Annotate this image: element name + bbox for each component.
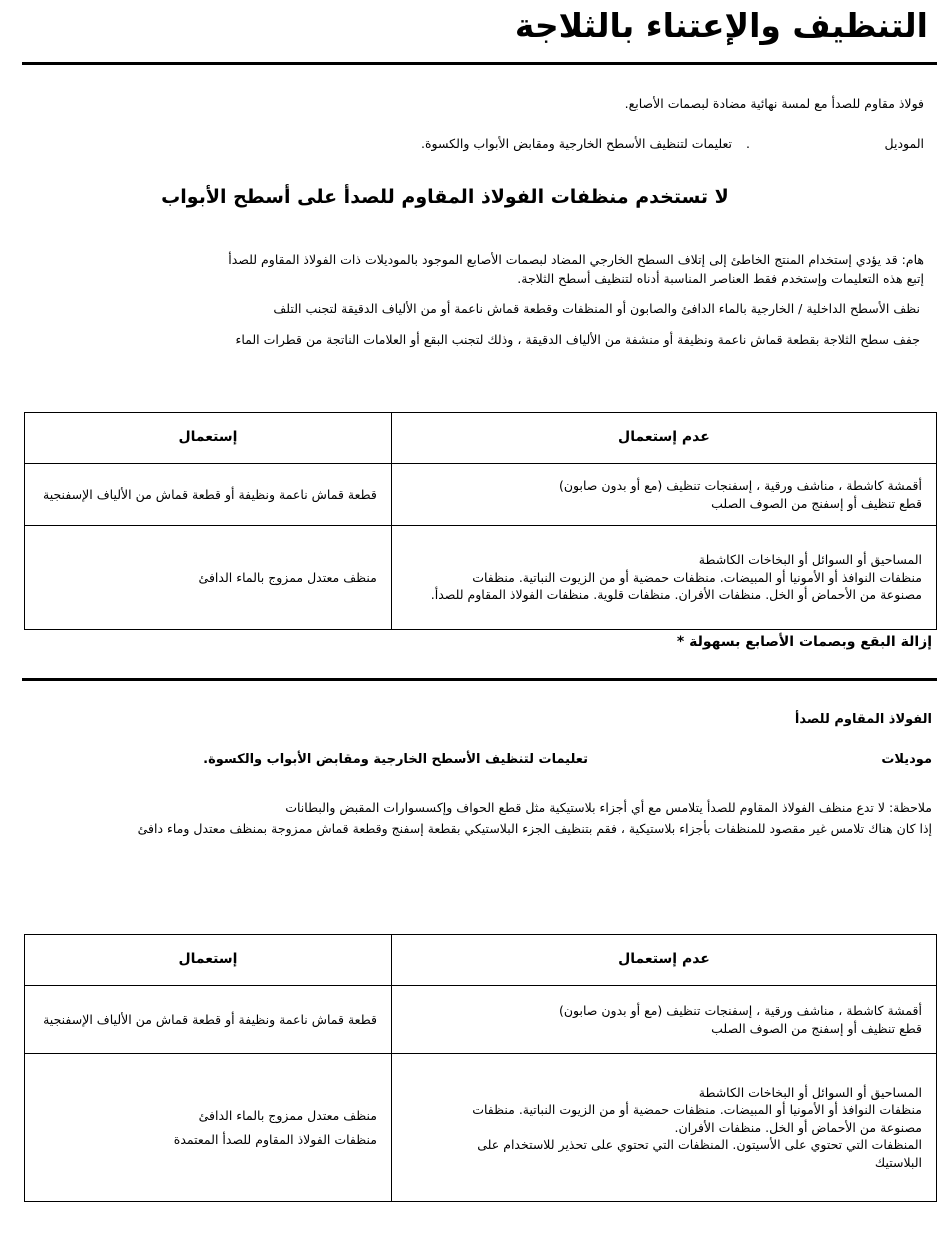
page-title: التنظيف والإعتناء بالثلاجة <box>514 6 928 45</box>
section-divider <box>22 678 937 681</box>
model-dot: . <box>746 136 750 151</box>
cell-line: قطع تنظيف أو إسفنج من الصوف الصلب <box>711 495 922 511</box>
cell-line: مصنوعة من الأحماض أو الخل. منظفات الأفران. <box>674 1119 922 1135</box>
important-line-2: إتبع هذه التعليمات وإستخدم فقط العناصر المناسبة أدناه لتنظيف أسطح الثلاجة. <box>517 271 924 286</box>
important-line-1: هام: قد يؤدي إستخدام المنتج الخاطئ إلى إتلاف السطح الخارجي المضاد لبصمات الأصابع الموجود بالموديلات ذات الفولاذ المقاوم للصدأ <box>228 252 924 267</box>
use-cell <box>25 1054 392 1202</box>
model-instructions: تعليمات لتنظيف الأسطح الخارجية ومقابض الأبواب والكسوة. <box>421 136 732 151</box>
usage-table-1 <box>24 412 937 630</box>
table-row <box>25 1054 937 1202</box>
table-header-row <box>25 935 937 986</box>
use-cell <box>25 986 392 1054</box>
table-header-row <box>25 413 937 464</box>
table-row <box>25 526 937 630</box>
warning-text: لا تستخدم منظفات الفولاذ المقاوم للصدأ على أسطح الأبواب <box>161 186 729 208</box>
cell-line: منظف معتدل ممزوج بالماء الدافئ <box>198 1108 377 1123</box>
footnote: إزالة البقع وبصمات الأصابع بسهولة * <box>676 634 932 650</box>
note-line-2: إذا كان هناك تلامس غير مقصود للمنظفات بأجزاء بلاستيكية ، فقم بتنظيف الجزء البلاستيكي بقطعة إسفنج وقطعة قماش ممزوجة بمنظف معتدل وماء دافئ <box>137 821 932 836</box>
note-line-1: ملاحظة: لا تدع منظف الفولاذ المقاوم للصدأ يتلامس مع أي أجزاء بلاستيكية مثل قطع الحواف وإكسسوارات المقبض والبطانات <box>285 800 932 815</box>
cell-line: قطعة قماش ناعمة ونظيفة أو قطعة قماش من الألياف الإسفنجية <box>43 1011 377 1027</box>
header-use: إستعمال <box>25 935 392 986</box>
models-instructions: تعليمات لتنظيف الأسطح الخارجية ومقابض الأبواب والكسوة. <box>203 752 588 767</box>
cell-line: قطع تنظيف أو إسفنج من الصوف الصلب <box>711 1020 922 1036</box>
dont-use-cell <box>391 464 936 526</box>
title-divider <box>22 62 937 65</box>
cell-line: البلاستيك <box>874 1154 922 1170</box>
cell-line: أقمشة كاشطة ، مناشف ورقية ، إسفنجات تنظيف (مع أو بدون صابون) <box>558 1003 922 1018</box>
table-row <box>25 464 937 526</box>
dont-use-cell <box>391 986 936 1054</box>
cell-line: مصنوعة من الأحماض أو الخل. منظفات الأفران. منظفات قلوية. منظفات الفولاذ المقاوم للصدأ. <box>430 587 922 603</box>
warning-banner <box>150 182 740 212</box>
cell-line: المنظفات التي تحتوي على الأسيتون. المنظفات التي تحتوي على تحذير للاستخدام على <box>477 1137 922 1153</box>
model-label: الموديل <box>884 136 924 151</box>
dry-instruction: جفف سطح الثلاجة بقطعة قماش ناعمة ونظيفة أو منشفة من الألياف الدقيقة ، وذلك لتجنب البقع أو العلامات الناتجة من قطرات الماء <box>235 332 920 347</box>
table-row <box>25 986 937 1054</box>
use-cell <box>25 526 392 630</box>
header-use: إستعمال <box>25 413 392 464</box>
cell-line: منظفات النوافذ أو الأمونيا أو المبيضات. منظفات حمضية أو من الزيوت النباتية. منظفات <box>472 1102 922 1118</box>
cell-line: منظفات النوافذ أو الأمونيا أو المبيضات. منظفات حمضية أو من الزيوت النباتية. منظفات <box>472 569 922 585</box>
header-dont-use: عدم إستعمال <box>391 935 936 986</box>
cell-line: المساحيق أو السوائل أو البخاخات الكاشطة <box>698 552 922 568</box>
dont-use-cell <box>391 1054 936 1202</box>
models-label: موديلات <box>881 752 932 767</box>
cell-line: المساحيق أو السوائل أو البخاخات الكاشطة <box>698 1084 922 1100</box>
clean-instruction: نظف الأسطح الداخلية / الخارجية بالماء الدافئ والصابون أو المنظفات وقطعة قماش ناعمة أو من الألياف الدقيقة لتجنب التلف <box>273 301 920 316</box>
finish-note: فولاذ مقاوم للصدأ مع لمسة نهائية مضادة لبصمات الأصابع. <box>624 96 924 111</box>
cell-line: قطعة قماش ناعمة ونظيفة أو قطعة قماش من الألياف الإسفنجية <box>43 486 377 502</box>
use-cell <box>25 464 392 526</box>
cell-line: منظفات الفولاذ المقاوم للصدأ المعتمدة <box>173 1131 377 1147</box>
usage-table-2 <box>24 934 937 1202</box>
cell-line: منظف معتدل ممزوج بالماء الدافئ <box>198 569 377 585</box>
header-dont-use: عدم إستعمال <box>391 413 936 464</box>
dont-use-cell <box>391 526 936 630</box>
cell-line: أقمشة كاشطة ، مناشف ورقية ، إسفنجات تنظيف (مع أو بدون صابون) <box>558 478 922 493</box>
section-heading: الفولاذ المقاوم للصدأ <box>794 712 932 727</box>
